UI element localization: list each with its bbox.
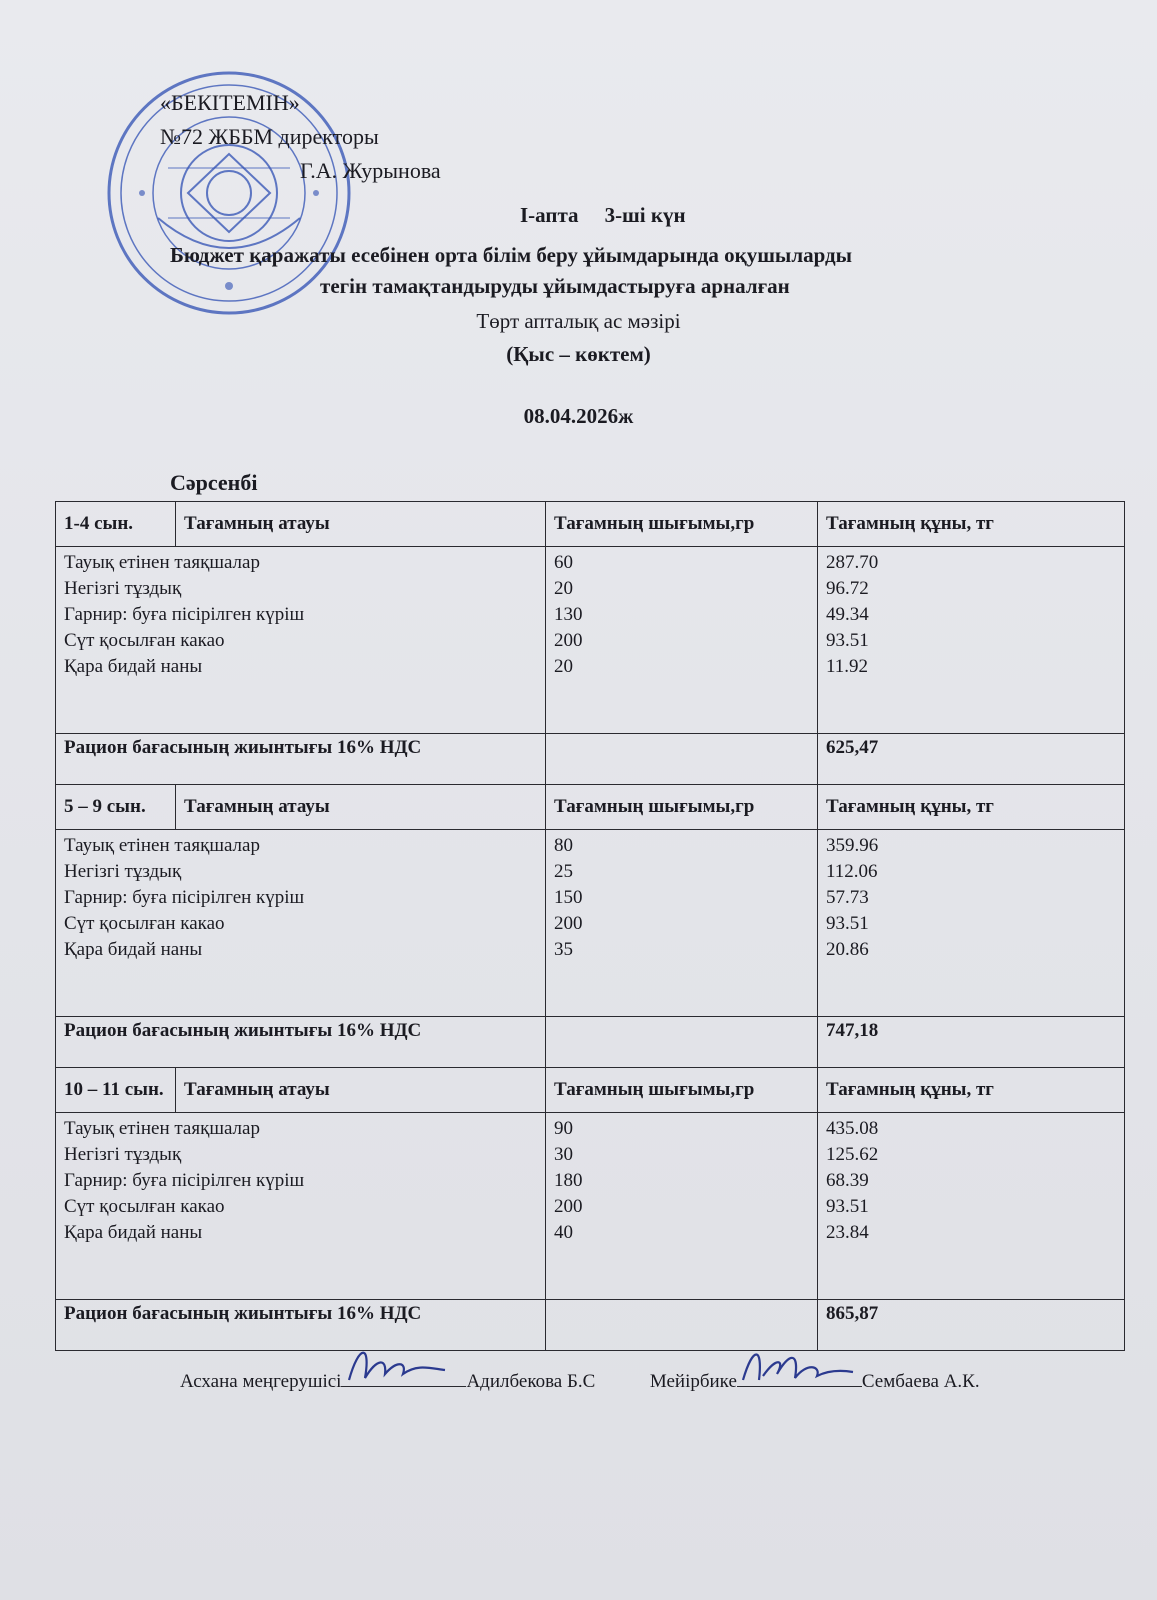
approval-title: «БЕКІТЕМІН» xyxy=(160,90,300,115)
column-name-header: Тағамның атауы xyxy=(176,1068,546,1113)
dish-cost: 359.96 xyxy=(826,835,879,856)
dish-cost: 68.39 xyxy=(826,1170,869,1191)
dish-cost: 57.73 xyxy=(826,887,869,908)
dish-cost: 49.34 xyxy=(826,604,869,625)
dish-yields-cell xyxy=(546,547,818,734)
group-items-row xyxy=(56,1113,1125,1300)
dish-yield: 90 xyxy=(554,1118,573,1139)
total-empty-cell xyxy=(546,1017,818,1068)
total-value: 865,87 xyxy=(818,1300,1125,1351)
dish-name: Гарнир: буға пісірілген күріш xyxy=(64,887,305,908)
column-name-header: Тағамның атауы xyxy=(176,785,546,830)
dish-name: Гарнир: буға пісірілген күріш xyxy=(64,604,305,625)
group-header-row xyxy=(56,502,1125,547)
group-items-row xyxy=(56,830,1125,1017)
dish-yield: 40 xyxy=(554,1222,573,1243)
column-yield-header: Тағамның шығымы,гр xyxy=(546,1068,818,1113)
weekday-label: Сәрсенбі xyxy=(170,470,258,495)
group-total-row xyxy=(56,1017,1125,1068)
nurse-name: Сембаева А.К. xyxy=(861,1371,980,1392)
menu-title-line1: Бюджет қаражаты есебінен орта білім беру ұйымдарында оқушыларды xyxy=(170,243,853,267)
group-items-row xyxy=(56,547,1125,734)
dish-costs-cell xyxy=(818,1113,1125,1300)
dish-yield: 200 xyxy=(554,1196,583,1217)
dish-cost: 96.72 xyxy=(826,578,869,599)
group-total-row xyxy=(56,734,1125,785)
dish-costs-cell xyxy=(818,547,1125,734)
dish-yield: 60 xyxy=(554,552,573,573)
dish-cost: 11.92 xyxy=(826,656,869,677)
dish-yield: 180 xyxy=(554,1170,583,1191)
approval-director-name: Г.А. Журынова xyxy=(300,158,441,183)
group-total-row xyxy=(56,1300,1125,1351)
column-cost-header: Тағамның құны, тг xyxy=(818,785,1125,830)
dish-cost: 93.51 xyxy=(826,1196,869,1217)
cook-role: Асхана меңгерушісі xyxy=(180,1371,342,1392)
dish-cost: 93.51 xyxy=(826,630,869,651)
group-header-row xyxy=(56,1068,1125,1113)
day-number-label: 3-ші күн xyxy=(604,203,686,227)
column-yield-header: Тағамның шығымы,гр xyxy=(546,785,818,830)
dish-name: Гарнир: буға пісірілген күріш xyxy=(64,1170,305,1191)
dish-cost: 23.84 xyxy=(826,1222,869,1243)
total-value: 747,18 xyxy=(818,1017,1125,1068)
dish-name: Негізгі тұздық xyxy=(64,861,182,882)
menu-title-line3: Төрт апталық ас мәзірі xyxy=(476,309,681,333)
dish-names-cell xyxy=(56,1113,546,1300)
menu-date: 08.04.2026ж xyxy=(523,404,634,428)
season-label: (Қыс – көктем) xyxy=(506,342,651,366)
total-value: 625,47 xyxy=(818,734,1125,785)
week-day-line xyxy=(520,203,686,228)
group-label: 10 – 11 сын. xyxy=(56,1068,176,1113)
dish-cost: 435.08 xyxy=(826,1118,879,1139)
column-yield-header: Тағамның шығымы,гр xyxy=(546,502,818,547)
dish-names-cell xyxy=(56,547,546,734)
dish-yield: 20 xyxy=(554,656,573,677)
dish-yields-cell xyxy=(546,830,818,1017)
dish-name: Сүт қосылған какао xyxy=(64,630,225,651)
dish-name: Қара бидай наны xyxy=(64,939,203,960)
dish-yield: 20 xyxy=(554,578,573,599)
menu-title-line2: тегін тамақтандыруды ұйымдастыруға арналған xyxy=(320,274,790,298)
dish-yield: 200 xyxy=(554,913,583,934)
total-empty-cell xyxy=(546,734,818,785)
cook-signature xyxy=(341,1368,466,1387)
dish-name: Тауық етінен таяқшалар xyxy=(64,835,260,856)
dish-cost: 125.62 xyxy=(826,1144,879,1165)
dish-name: Тауық етінен таяқшалар xyxy=(64,1118,260,1139)
dish-yield: 80 xyxy=(554,835,573,856)
group-header-row xyxy=(56,785,1125,830)
total-label: Рацион бағасының жиынтығы 16% НДС xyxy=(56,1017,546,1068)
approval-block xyxy=(160,86,441,188)
column-cost-header: Тағамның құны, тг xyxy=(818,502,1125,547)
dish-yield: 150 xyxy=(554,887,583,908)
dish-name: Негізгі тұздық xyxy=(64,578,182,599)
column-name-header: Тағамның атауы xyxy=(176,502,546,547)
dish-name: Негізгі тұздық xyxy=(64,1144,182,1165)
dish-cost: 287.70 xyxy=(826,552,879,573)
nurse-signature xyxy=(737,1368,862,1387)
column-cost-header: Тағамның құны, тг xyxy=(818,1068,1125,1113)
dish-name: Тауық етінен таяқшалар xyxy=(64,552,260,573)
total-label: Рацион бағасының жиынтығы 16% НДС xyxy=(56,1300,546,1351)
menu-table xyxy=(55,501,1125,1351)
dish-yield: 35 xyxy=(554,939,573,960)
group-label: 1-4 сын. xyxy=(56,502,176,547)
group-label: 5 – 9 сын. xyxy=(56,785,176,830)
dish-cost: 93.51 xyxy=(826,913,869,934)
dish-yield: 30 xyxy=(554,1144,573,1165)
dish-name: Қара бидай наны xyxy=(64,1222,203,1243)
dish-name: Қара бидай наны xyxy=(64,656,203,677)
dish-yields-cell xyxy=(546,1113,818,1300)
week-label: І-апта xyxy=(520,203,579,227)
cook-name: Адилбекова Б.С xyxy=(466,1371,596,1392)
dish-yield: 130 xyxy=(554,604,583,625)
dish-name: Сүт қосылған какао xyxy=(64,913,225,934)
dish-costs-cell xyxy=(818,830,1125,1017)
dish-name: Сүт қосылған какао xyxy=(64,1196,225,1217)
dish-cost: 112.06 xyxy=(826,861,878,882)
approval-position: №72 ЖББМ директоры xyxy=(160,124,379,149)
dish-yield: 200 xyxy=(554,630,583,651)
dish-cost: 20.86 xyxy=(826,939,869,960)
dish-yield: 25 xyxy=(554,861,573,882)
total-label: Рацион бағасының жиынтығы 16% НДС xyxy=(56,734,546,785)
dish-names-cell xyxy=(56,830,546,1017)
signature-line xyxy=(180,1368,980,1393)
nurse-role: Мейірбике xyxy=(649,1371,737,1392)
